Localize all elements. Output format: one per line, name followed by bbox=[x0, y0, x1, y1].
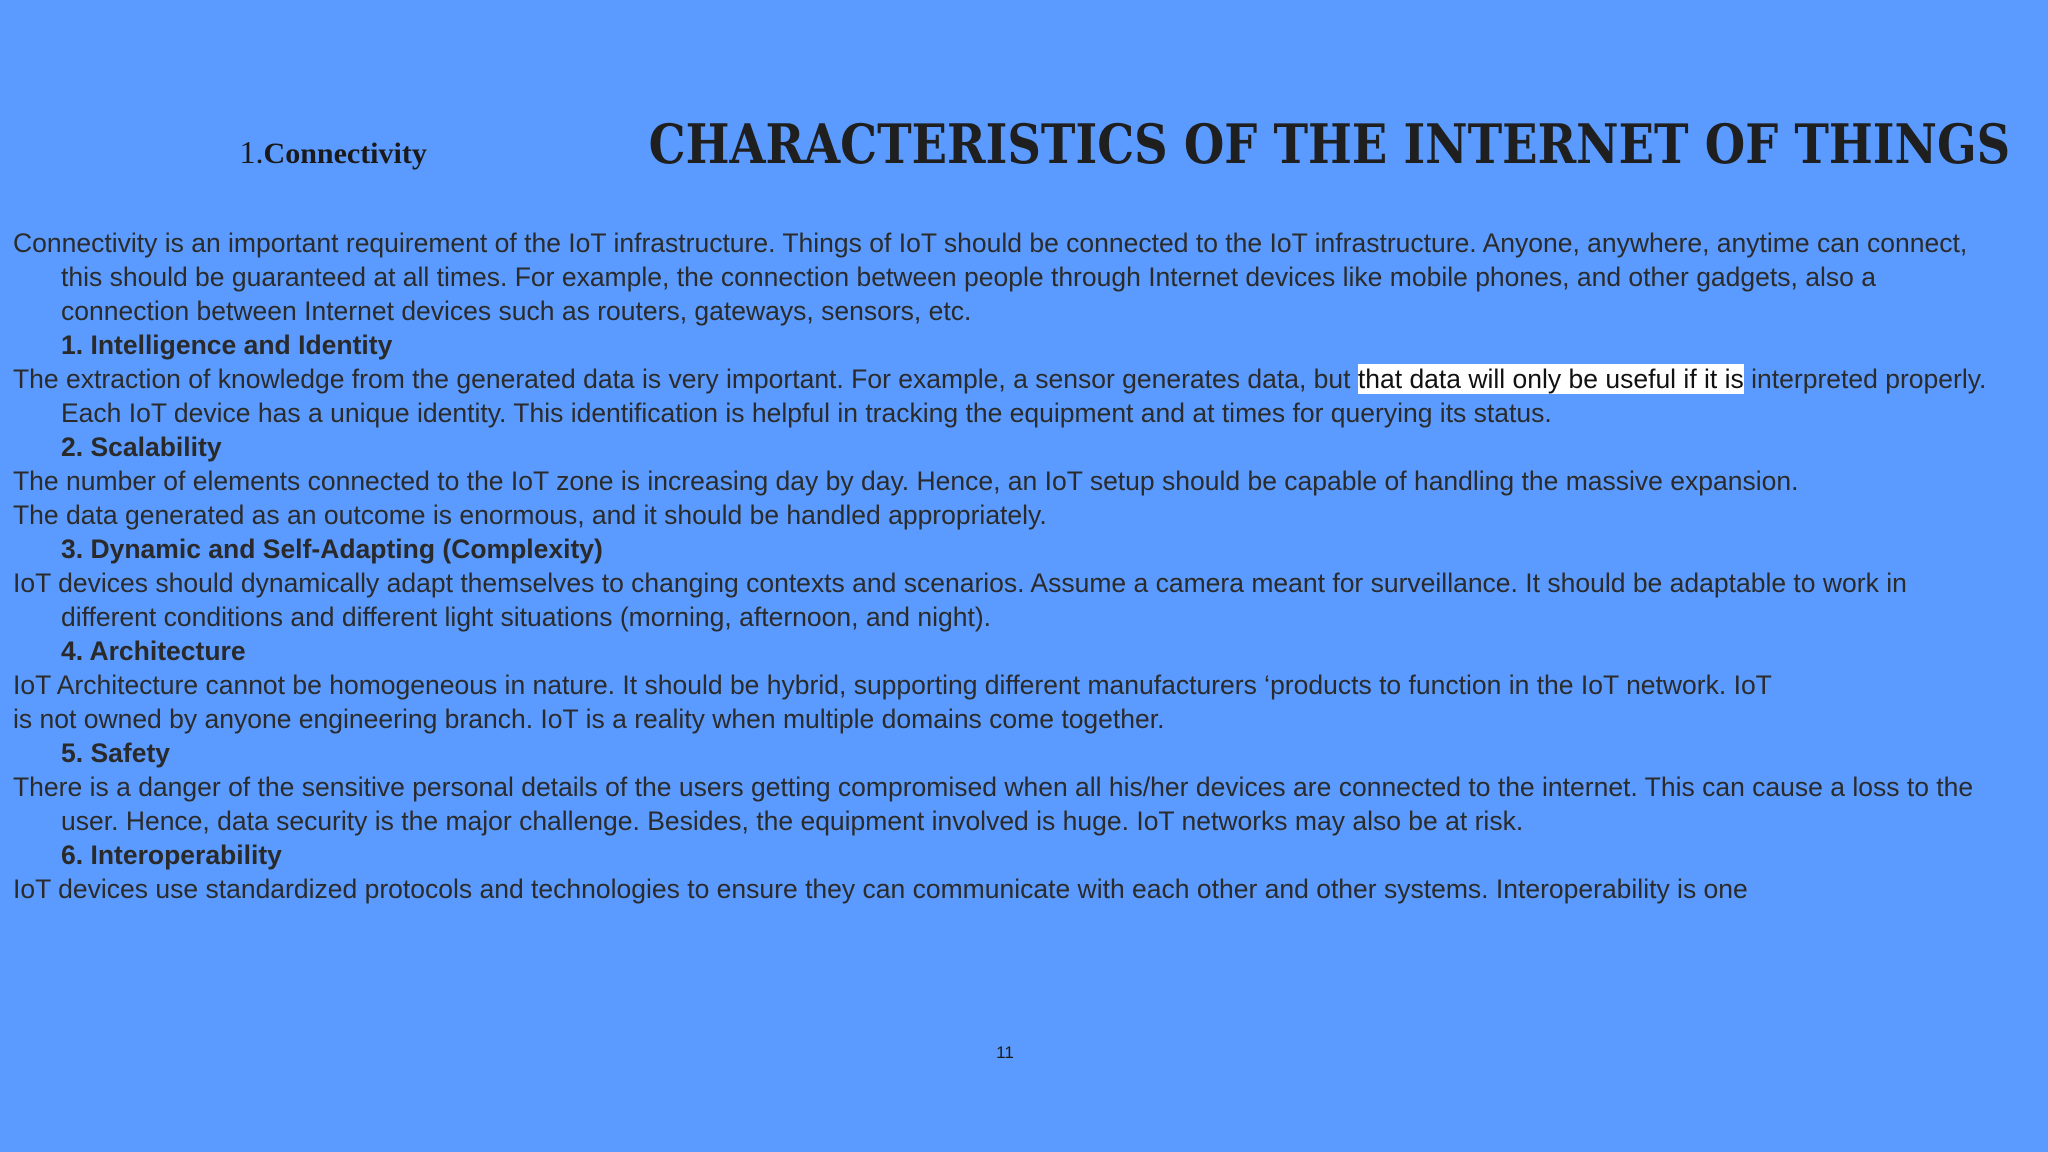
heading-intelligence: 1. Intelligence and Identity bbox=[61, 330, 393, 360]
heading-scalability: 2. Scalability bbox=[61, 432, 222, 462]
paragraph-intelligence-text: The extraction of knowledge from the generated data is very important. For example, a sensor generates data, but bbox=[13, 364, 1358, 394]
paragraph-architecture-2: is not owned by anyone engineering branch. IoT is a reality when multiple domains come together. bbox=[13, 704, 1165, 734]
page-number: 11 bbox=[996, 1043, 1014, 1062]
heading-architecture: 4. Architecture bbox=[61, 636, 246, 666]
paragraph-safety: There is a danger of the sensitive personal details of the users getting compromised when all his/her devices are connected to the internet. This can cause a loss to the user. Hence, data security is the major challenge. Besides, the equipment involved is huge. IoT networks may also be at risk. bbox=[13, 772, 1974, 836]
slide-body bbox=[13, 226, 2003, 906]
slide-title: CHARACTERISTICS OF THE INTERNET OF THINGS bbox=[648, 112, 2010, 176]
paragraph-scalability-1: The number of elements connected to the IoT zone is increasing day by day. Hence, an IoT setup should be capable of handling the massive expansion. bbox=[13, 466, 1799, 496]
heading-interoperability: 6. Interoperability bbox=[61, 840, 282, 870]
heading-dynamic: 3. Dynamic and Self-Adapting (Complexity) bbox=[61, 534, 603, 564]
paragraph-scalability-2: The data generated as an outcome is enormous, and it should be handled appropriately. bbox=[13, 500, 1047, 530]
paragraph-interoperability: IoT devices use standardized protocols and technologies to ensure they can communicate with each other and other systems. Interoperability is one bbox=[13, 874, 1748, 904]
title-prefix-number: 1. bbox=[239, 134, 264, 170]
paragraph-architecture-1: IoT Architecture cannot be homogeneous in nature. It should be hybrid, supporting different manufacturers ‘products to function in the IoT network. IoT bbox=[13, 670, 1772, 700]
heading-safety: 5. Safety bbox=[61, 738, 171, 768]
paragraph-connectivity: Connectivity is an important requirement of the IoT infrastructure. Things of IoT should be connected to the IoT infrastructure. Anyone, anywhere, anytime can connect, this should be guaranteed at all times. For example, the connection between people through Internet devices like mobile phones, and other gadgets, also a connection between Internet devices such as routers, gateways, sensors, etc. bbox=[13, 228, 1968, 326]
title-prefix bbox=[240, 134, 427, 171]
slide-title-row bbox=[0, 112, 2010, 176]
paragraph-intelligence-text-rest: interpreted properly. Each IoT device has a unique identity. This identification is helpful in tracking the equipment and at times for querying its status. bbox=[61, 364, 1987, 428]
paragraph-intelligence bbox=[13, 362, 2003, 430]
paragraph-dynamic: IoT devices should dynamically adapt themselves to changing contexts and scenarios. Assume a camera meant for surveillance. It should be adaptable to work in different conditions and different light situations (morning, afternoon, and night). bbox=[13, 568, 1907, 632]
highlighted-text: that data will only be useful if it is bbox=[1357, 364, 1744, 394]
title-prefix-word: Connectivity bbox=[263, 137, 427, 170]
